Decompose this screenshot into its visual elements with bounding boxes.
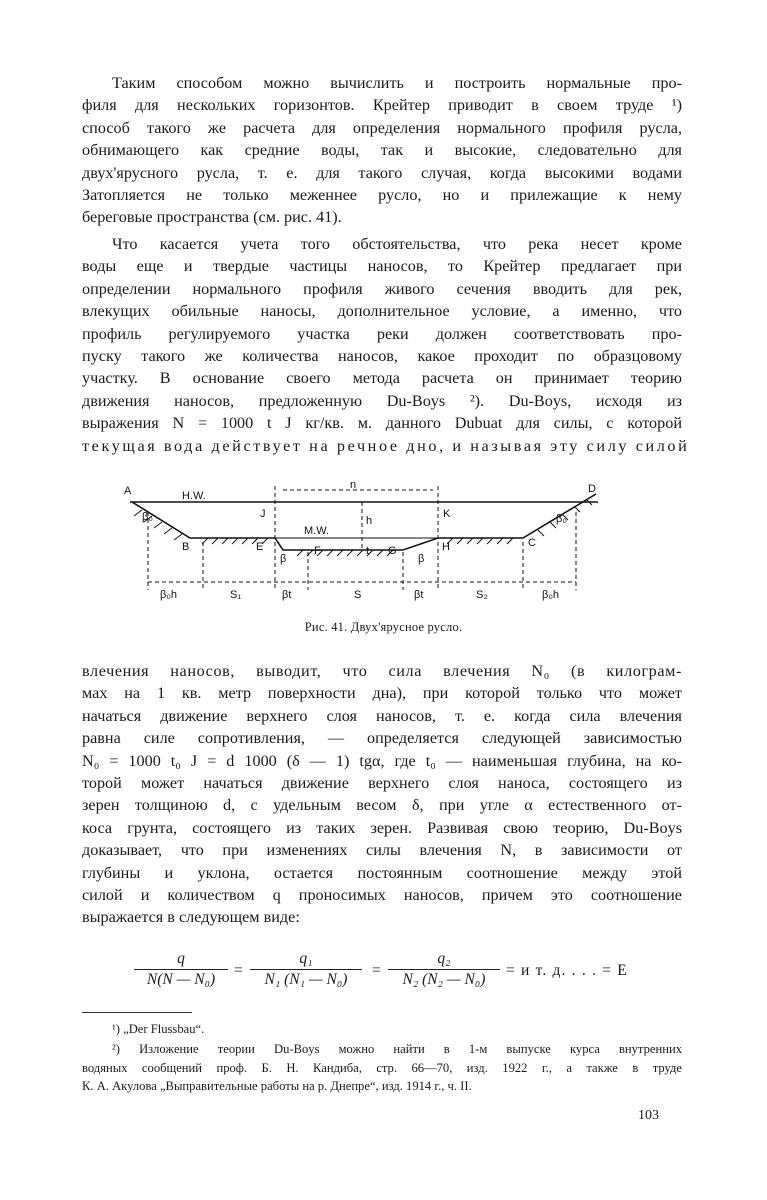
- text-line: глубины и уклона, остается постоянным соотношение между этой: [82, 863, 682, 882]
- label-f: F: [314, 545, 321, 557]
- dim-b0h-right: β₀h: [542, 589, 560, 601]
- text-line: N₀ = 1000 t₀ J = d 1000 (δ — 1) tgα, где t₀ — наименьшая глубина, на ко-: [82, 751, 682, 770]
- text-line: береговые пространства (см. рис. 41).: [82, 208, 342, 227]
- dim-bt-left: βt: [282, 589, 292, 601]
- label-d: D: [588, 483, 596, 495]
- figure-41-channel-diagram: [118, 472, 608, 617]
- label-beta0-left: β₀: [142, 511, 153, 523]
- text-line: торой может начаться движение верхнего слоя наноса, состоящего из: [82, 774, 682, 793]
- denominator: N₁ (N₁ — N₀): [264, 971, 348, 988]
- footnote-2: [82, 1040, 682, 1096]
- label-beta-right: β: [418, 553, 425, 565]
- text-line: способ такого же расчета для определения нормального профиля русла,: [82, 118, 682, 137]
- label-k: K: [443, 508, 451, 520]
- text-line: пуску такого же количества наносов, какое проходит по образцовому: [82, 347, 682, 366]
- text-line: Что касается учета того обстоятельства, что река несет кроме: [112, 235, 682, 253]
- label-beta-left: β: [280, 553, 287, 565]
- text-line: движения наносов, предложенную Du-Boys ²). Du-Boys, исходя из: [82, 391, 682, 410]
- label-a: A: [124, 485, 132, 497]
- dim-s: S: [354, 589, 362, 601]
- label-h-point: H: [442, 541, 450, 553]
- numerator: q: [134, 950, 228, 970]
- paragraph-2: [82, 233, 690, 457]
- text-line: выражения N = 1000 t J кг/кв. м. данного Dubuat для силы, с которой: [82, 414, 682, 433]
- text-line: Таким способом можно вычислить и построить нормальные про-: [112, 74, 682, 92]
- denominator: N₂ (N₂ — N₀): [402, 971, 486, 988]
- du-boys-formula: [134, 950, 674, 1000]
- text-line: двух'ярусного русла, т. е. для такого случая, когда высокими водами: [82, 163, 682, 182]
- label-beta0-right: β₀: [556, 513, 567, 525]
- footnote-1: [82, 1020, 682, 1039]
- text-line: выражается в следующем виде:: [82, 908, 300, 927]
- dim-bt-right: βt: [414, 589, 424, 601]
- label-c: C: [528, 537, 536, 549]
- equals-sign: =: [372, 962, 381, 979]
- text-line: Затопляется не только меженнее русло, но и прилежащие к нему: [82, 186, 682, 205]
- label-b: B: [182, 541, 190, 553]
- text-line: воды еще и твердые частицы наносов, то Крейтер предлагает при: [82, 257, 682, 276]
- text-line: влекущих обильные наносы, дополнительное условие, а именно, что: [82, 302, 682, 321]
- label-mw: M.W.: [304, 525, 330, 537]
- label-e: E: [256, 541, 264, 553]
- fraction-3: [388, 950, 500, 989]
- text-line: начаться движение верхнего слоя наносов, т. е. когда сила влечения: [82, 706, 682, 725]
- label-hw: H.W.: [182, 490, 206, 502]
- footnote-line: ²) Изложение теории Du-Boys можно найти в 1-м выпуске курса внутренних: [112, 1042, 682, 1056]
- text-line: равна силе сопротивления, — определяется следующей зависимостью: [82, 729, 682, 748]
- fraction-2: [250, 950, 362, 989]
- text-line: доказывает, что при изменениях силы влечения N, в зависимости от: [82, 841, 682, 860]
- text-line: коса грунта, состоящего из таких зерен. Развивая свою теорию, Du-Boys: [82, 818, 682, 837]
- text-line: обнимающего как средние воды, так и высокие, следовательно для: [82, 141, 682, 160]
- paragraph-1: [82, 72, 682, 229]
- figure-caption: Рис. 41. Двух'ярусное русло.: [304, 620, 463, 634]
- bank-hatching: [134, 499, 592, 556]
- label-n: n: [350, 479, 357, 491]
- formula-tail: = и т. д. . . . = E: [506, 962, 628, 979]
- footnote-line: водяных сообщений проф. Б. Н. Кандиба, стр. 66—70, изд. 1922 г., а также в труде: [82, 1060, 682, 1075]
- text-line: участку. В основание своего метода расчета он принимает теорию: [82, 369, 682, 388]
- footnote-line: ¹) „Der Flussbau“.: [112, 1022, 205, 1036]
- text-line: определении нормального профиля живого сечения вводить для рек,: [82, 279, 682, 298]
- label-j: J: [260, 508, 266, 520]
- equals-sign: =: [234, 962, 243, 979]
- text-line: филя для нескольких горизонтов. Крейтер приводит в своем труде ¹): [82, 96, 682, 115]
- paragraph-3: [82, 660, 682, 929]
- text-line: влечения наносов, выводит, что сила влечения N₀ (в килограм-: [82, 662, 682, 680]
- text-line: профиль регулируемого участка реки должен соответствовать про-: [82, 324, 682, 343]
- label-h: h: [366, 515, 373, 527]
- channel-cross-section: [118, 472, 608, 617]
- denominator: N(N — N₀): [146, 971, 216, 988]
- footnote-divider: [82, 1012, 192, 1013]
- text-line: мах на 1 кв. метр поверхности дна), при которой только что может: [82, 684, 682, 703]
- text-line: зерен толщиною d, с удельным весом δ, при угле α естественного от-: [82, 796, 682, 815]
- text-line: силой и количеством q проносимых наносов, причем это соотношение: [82, 886, 682, 905]
- page-number: 103: [638, 1108, 659, 1123]
- dim-s2: S₂: [476, 589, 488, 601]
- label-t: t: [366, 545, 370, 557]
- dim-s1: S₁: [230, 589, 242, 601]
- footnote-line: К. А. Акулова „Выправительные работы на р. Днепре“, изд. 1914 г., ч. II.: [82, 1079, 472, 1093]
- fraction-1: [134, 950, 228, 989]
- label-g: G: [388, 545, 397, 557]
- numerator: q₂: [388, 950, 500, 970]
- numerator: q₁: [250, 950, 362, 970]
- dim-b0h-left: β₀h: [160, 589, 178, 601]
- text-line: текущая вода действует на речное дно, и называя эту силу силой: [82, 436, 690, 455]
